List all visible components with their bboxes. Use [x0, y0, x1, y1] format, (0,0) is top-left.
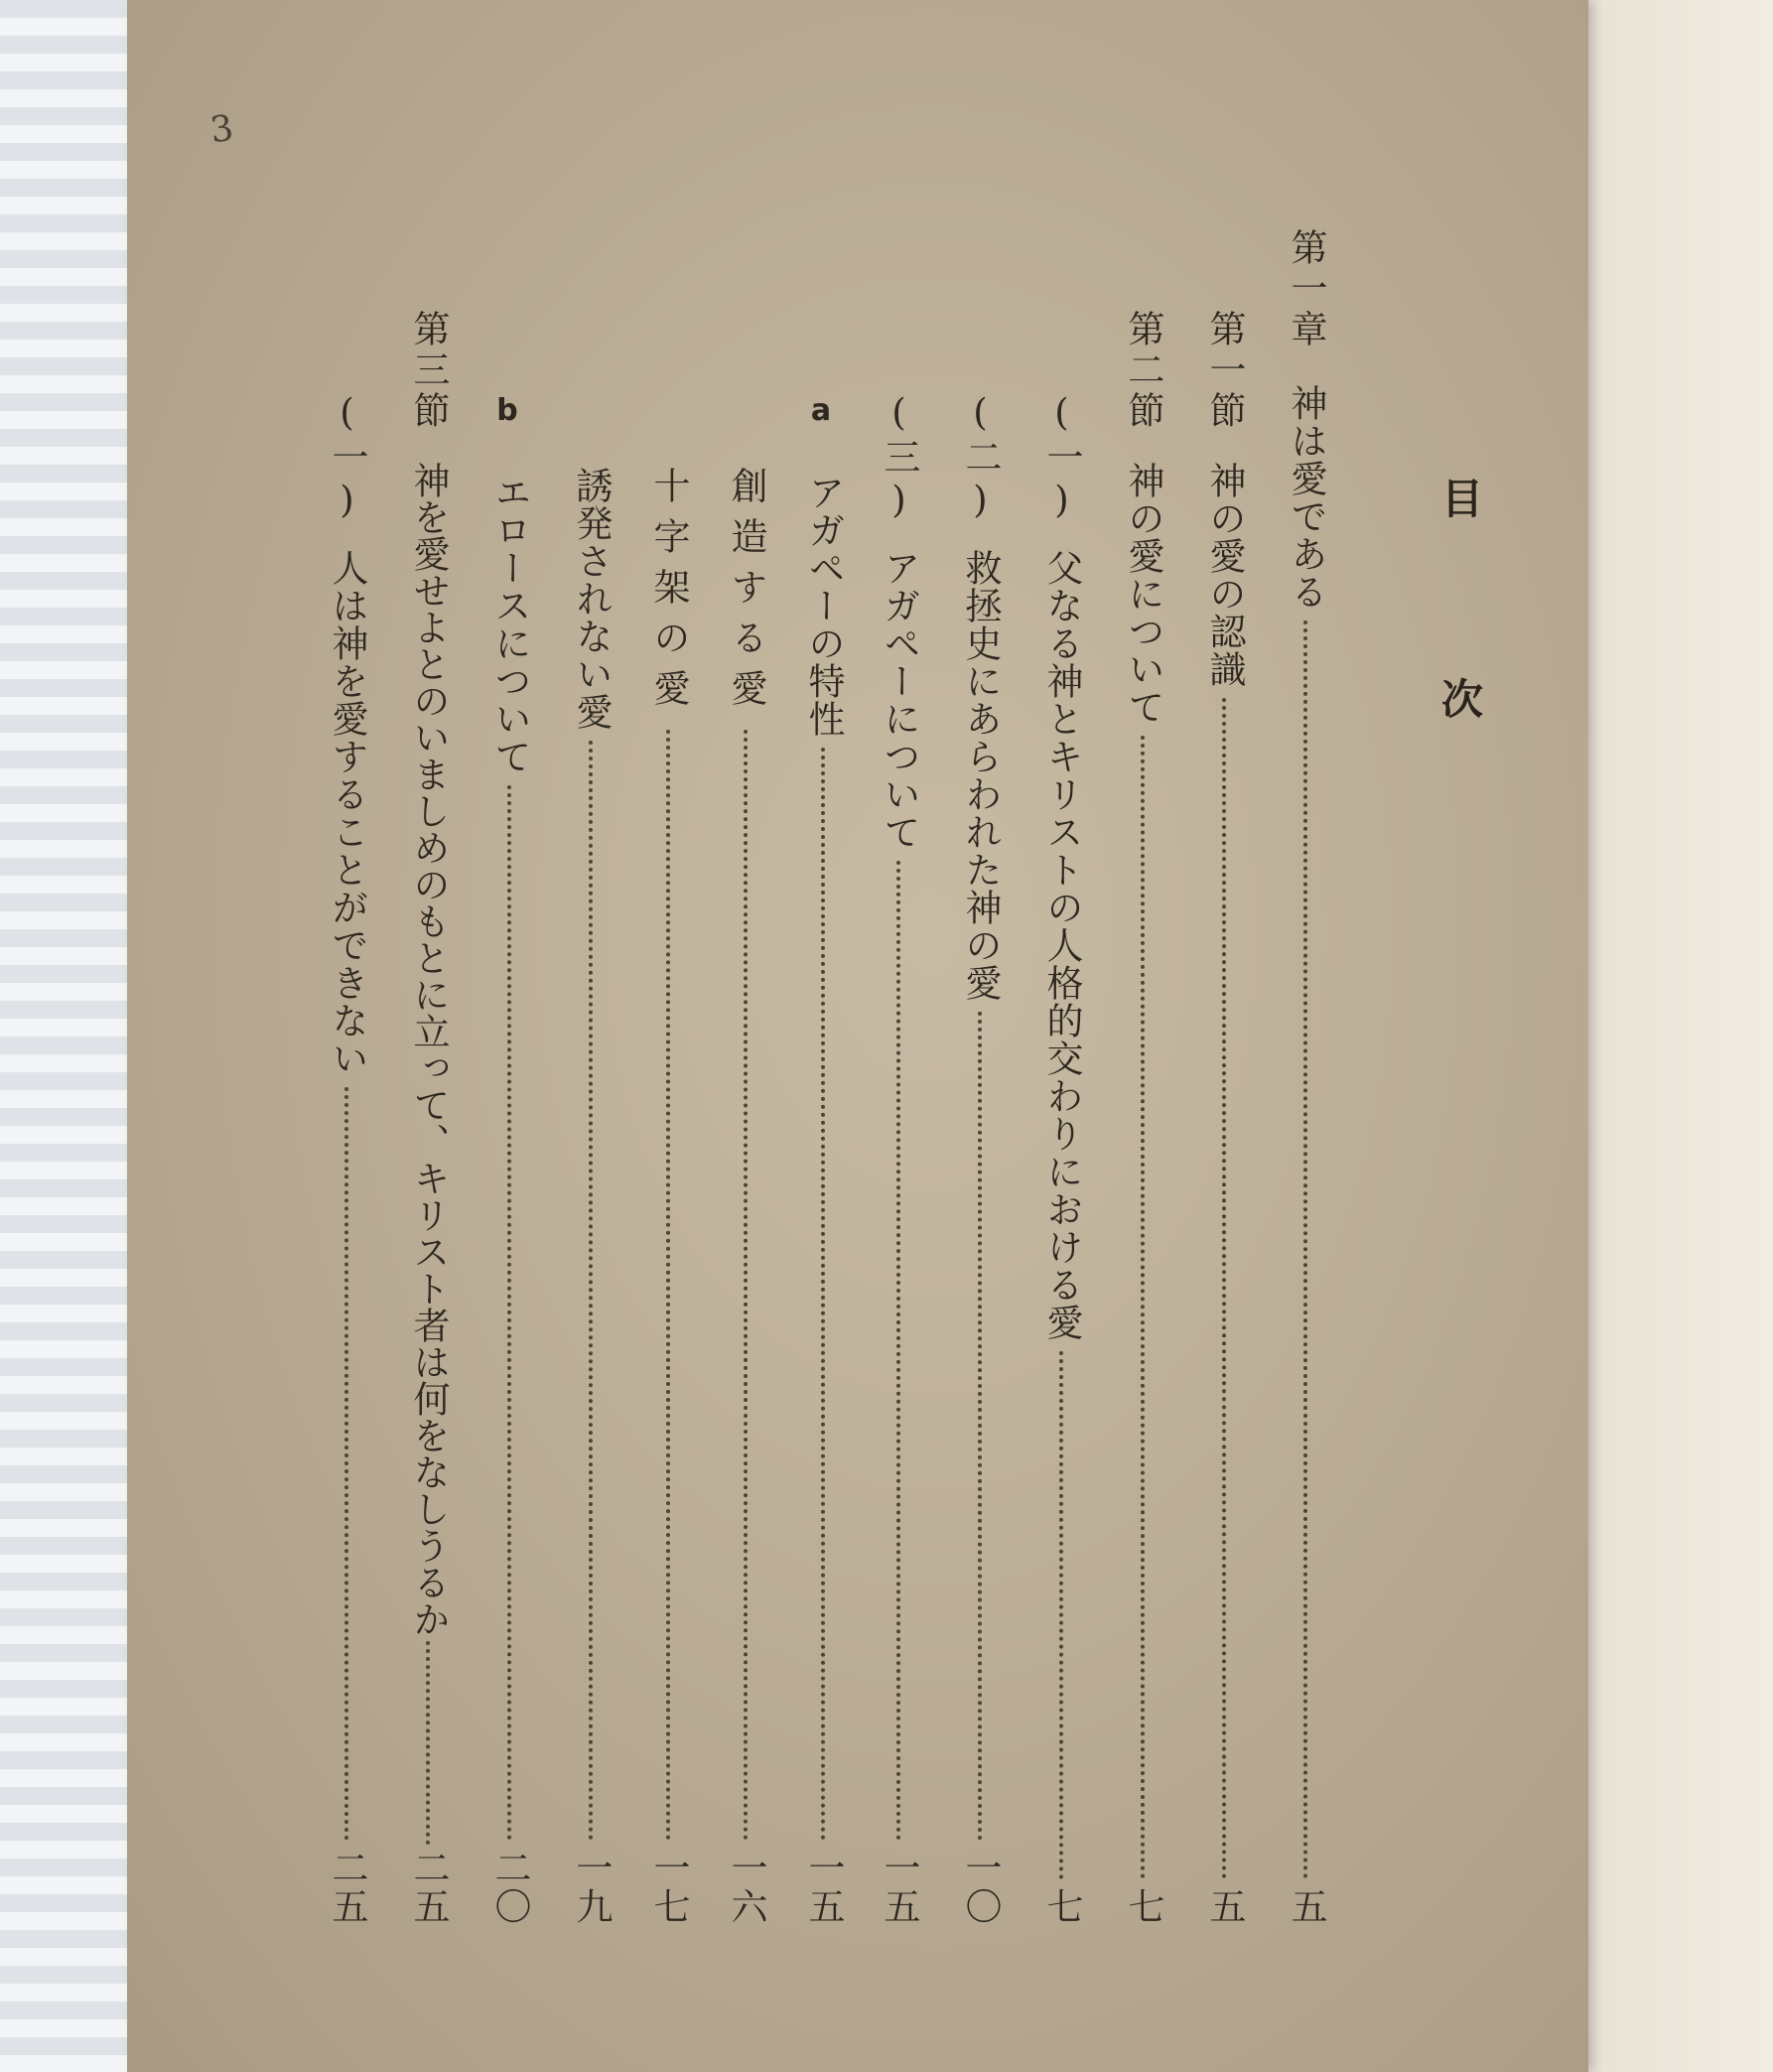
toc-entry [721, 467, 770, 1926]
entry-page: 二五 [326, 1849, 368, 1926]
entry-title: 十字架の愛 [647, 467, 690, 720]
entry-page: 一〇 [959, 1849, 1002, 1926]
leader-dots [666, 730, 670, 1841]
entry-title: 神の愛の認識 [1203, 462, 1246, 688]
leader-dots [589, 741, 593, 1841]
entry-title: アガペーについて [878, 549, 920, 851]
entry-page: 五 [1203, 1887, 1246, 1926]
entry-title: 人は神を愛することができない [326, 549, 368, 1077]
toc-entry [643, 467, 693, 1926]
toc-entry [874, 391, 923, 1926]
leader-dots [978, 1012, 982, 1841]
entry-title: 神を愛せよとのいましめのもとに立って、キリスト者は何をなしうるか [407, 462, 450, 1637]
entry-page: 一九 [570, 1849, 613, 1926]
toc-title: 目次 [1435, 477, 1484, 878]
leader-dots [426, 1641, 430, 1845]
toc-entry [566, 467, 615, 1926]
entry-page: 一六 [725, 1849, 767, 1926]
leader-dots [1059, 1351, 1063, 1879]
facing-page-edge [1584, 0, 1773, 2072]
leader-dots [1141, 736, 1145, 1879]
entry-page: 一五 [802, 1849, 845, 1926]
page-number: 3 [207, 107, 236, 152]
leader-dots [821, 748, 825, 1841]
toc-entry [322, 391, 371, 1926]
leader-dots [1303, 621, 1307, 1879]
entry-page: 二五 [407, 1849, 450, 1926]
entry-page: 二〇 [488, 1849, 531, 1926]
entry-title: エロースについて [488, 474, 531, 775]
entry-page: 七 [1040, 1887, 1083, 1926]
entry-title: 誘発されない愛 [570, 467, 613, 731]
entry-title: 神の愛について [1122, 462, 1164, 726]
toc-entry [1118, 310, 1167, 1926]
entry-number: a [810, 393, 836, 428]
entry-title: 救拯史にあらわれた神の愛 [959, 549, 1002, 1002]
leader-dots [896, 861, 900, 1841]
background-strip [0, 0, 129, 2072]
leader-dots [744, 730, 748, 1841]
toc-entry [403, 310, 453, 1926]
entry-number: (二) [959, 391, 1002, 525]
entry-number: 第三節 [407, 310, 450, 432]
entry-number: 第二節 [1122, 310, 1164, 432]
entry-title: 神は愛である [1285, 384, 1327, 611]
leader-dots [344, 1087, 348, 1841]
entry-number: 第一章 [1285, 228, 1327, 350]
leader-dots [1222, 698, 1226, 1879]
entry-page: 五 [1285, 1887, 1327, 1926]
entry-title: 創造する愛 [725, 467, 767, 720]
entry-number: (一) [326, 391, 368, 525]
toc-entry [798, 393, 848, 1926]
toc-entry [1199, 310, 1249, 1926]
leader-dots [507, 785, 511, 1841]
entry-title: アガペーの特性 [802, 474, 845, 738]
entry-number: 第一節 [1203, 310, 1246, 432]
toc-entry [484, 393, 534, 1926]
toc-entry [1281, 228, 1330, 1926]
entry-number: b [496, 393, 522, 428]
toc-entry [955, 391, 1005, 1926]
entry-page: 一五 [878, 1849, 920, 1926]
entry-number: (三) [878, 391, 920, 525]
toc-entry [1036, 391, 1086, 1926]
entry-title: 父なる神とキリストの人格的交わりにおける愛 [1040, 549, 1083, 1341]
entry-number: (一) [1040, 391, 1083, 525]
entry-page: 七 [1122, 1887, 1164, 1926]
entry-page: 一七 [647, 1849, 690, 1926]
